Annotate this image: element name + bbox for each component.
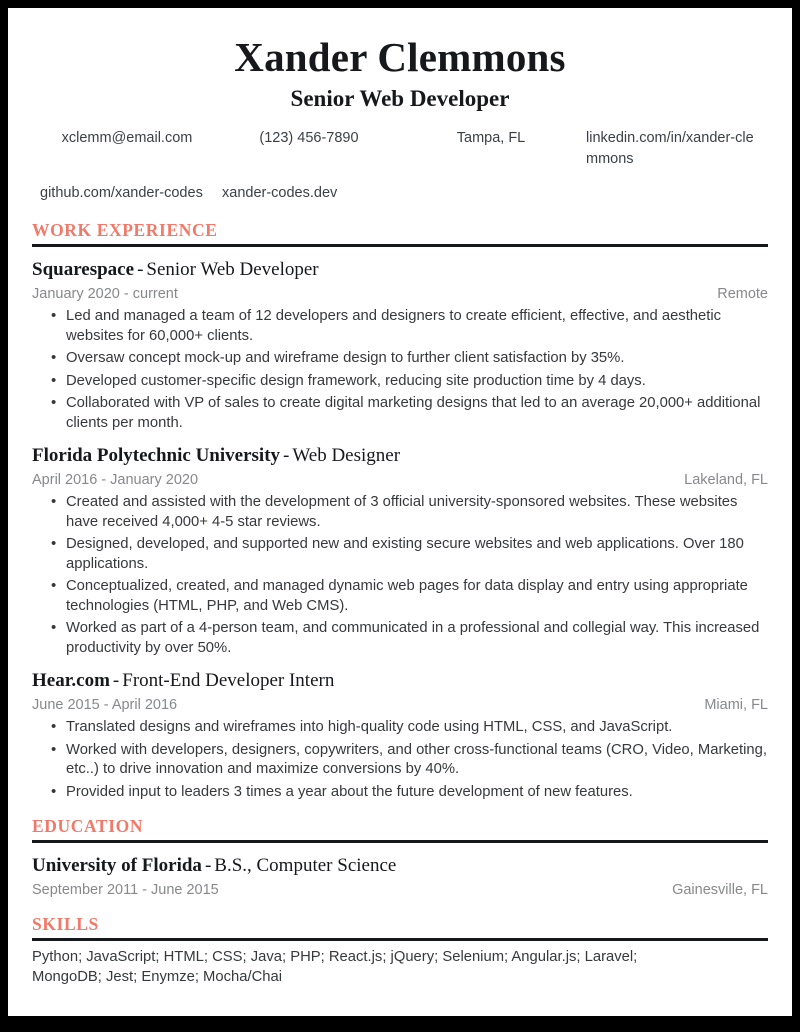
resume-page: [8, 8, 792, 1016]
contact-info-row-2: [32, 181, 768, 206]
entry-organization: Squarespace: [32, 259, 135, 280]
entry-separator: -: [204, 855, 212, 876]
bullet-item: • Conceptualized, created, and managed dynamic web pages for data display and entry using appropriate technologies (HTML, PHP, and Web CMS).: [32, 577, 768, 616]
entry-organization: Florida Polytechnic University: [32, 445, 281, 466]
entry-heading: [32, 668, 768, 694]
contact-info-row-1: [32, 126, 768, 172]
entry-location: Gainesville, FL: [672, 882, 768, 898]
contact-spacer-2: [584, 181, 762, 206]
entry-location: Lakeland, FL: [684, 472, 768, 488]
contact-location: Tampa, FL: [456, 130, 526, 146]
resume-content: [8, 8, 792, 987]
section-work-experience: [32, 220, 768, 802]
section-heading-education: EDUCATION: [32, 816, 144, 836]
section-heading-work-experience: WORK EXPERIENCE: [32, 220, 218, 240]
bullet-item: • Oversaw concept mock-up and wireframe design to further client satisfaction by 35%.: [32, 349, 768, 369]
entry-separator: -: [283, 445, 290, 466]
entry-role: Senior Web Developer: [146, 259, 319, 280]
entry-role: Web Designer: [292, 445, 401, 466]
bullet-item: • Worked with developers, designers, copywriters, and other cross-functional teams (CRO, Video, Marketing, etc..) to drive innovation and maximize conversions by 40%.: [32, 741, 768, 780]
entry-organization: University of Florida: [32, 855, 202, 876]
skills-list: Python; JavaScript; HTML; CSS; Java; PHP; React.js; jQuery; Selenium; Angular.js; Laravel; MongoDB; Jest; Enymze; Mocha/Chai: [32, 949, 638, 985]
bullet-item: • Collaborated with VP of sales to create digital marketing designs that led to an average 20,000+ additional clients per month.: [32, 394, 768, 433]
entry-heading: [32, 257, 768, 283]
entry-organization: Hear.com: [32, 670, 110, 691]
contact-github[interactable]: github.com/xander-codes: [40, 185, 203, 201]
entry-dates: January 2020 - current: [32, 286, 178, 302]
bullet-item: • Created and assisted with the development of 3 official university-sponsored websites. These websites have received 4,000+ 4-5 star reviews.: [32, 493, 768, 532]
section-divider: [32, 244, 768, 247]
contact-email[interactable]: xclemm@email.com: [61, 130, 193, 146]
entry-location: Remote: [717, 286, 768, 302]
entry-meta: [32, 284, 768, 304]
entry-bullet-list: [32, 493, 768, 658]
entry-separator: -: [137, 259, 144, 280]
candidate-job-title: Senior Web Developer: [290, 86, 510, 111]
entry-separator: -: [112, 670, 120, 691]
bullet-item: • Translated designs and wireframes into high-quality code using HTML, CSS, and JavaScript.: [32, 718, 768, 738]
contact-website[interactable]: xander-codes.dev: [222, 185, 338, 201]
contact-spacer-1: [402, 181, 580, 206]
candidate-name: Xander Clemmons: [234, 34, 566, 80]
bullet-item: • Led and managed a team of 12 developers and designers to create efficient, effective, and aesthetic websites for 60,000+ clients.: [32, 307, 768, 346]
entry-heading: [32, 443, 768, 469]
experience-entry: [32, 257, 768, 433]
entry-dates: April 2016 - January 2020: [32, 472, 199, 488]
entry-bullet-list: [32, 718, 768, 802]
entry-heading: [32, 853, 768, 879]
section-divider: [32, 840, 768, 843]
experience-entry: [32, 668, 768, 802]
bullet-item: • Developed customer-specific design framework, reducing site production time by 4 days.: [32, 372, 768, 392]
section-heading-skills: SKILLS: [32, 914, 99, 934]
entry-degree: B.S., Computer Science: [214, 855, 397, 876]
bullet-item: • Provided input to leaders 3 times a year about the future development of new features.: [32, 783, 768, 803]
entry-meta: [32, 880, 768, 900]
bullet-item: • Worked as part of a 4-person team, and communicated in a professional and collegial way. This increased productivity by over 50%.: [32, 619, 768, 658]
entry-meta: [32, 470, 768, 490]
section-divider: [32, 938, 768, 941]
contact-linkedin[interactable]: linkedin.com/in/xander-clemmons: [586, 130, 754, 167]
contact-phone[interactable]: (123) 456-7890: [259, 130, 359, 146]
bullet-item: • Designed, developed, and supported new and existing secure websites and web applications. Over 180 applications.: [32, 535, 768, 574]
entry-location: Miami, FL: [704, 697, 768, 713]
section-skills: [32, 914, 768, 987]
entry-dates: June 2015 - April 2016: [32, 697, 178, 713]
section-education: [32, 816, 768, 900]
resume-header: [32, 32, 768, 206]
experience-entry: [32, 443, 768, 658]
education-entry: [32, 853, 768, 900]
entry-meta: [32, 695, 768, 715]
entry-bullet-list: [32, 307, 768, 433]
entry-role: Front-End Developer Intern: [122, 670, 335, 691]
entry-dates: September 2011 - June 2015: [32, 882, 219, 898]
